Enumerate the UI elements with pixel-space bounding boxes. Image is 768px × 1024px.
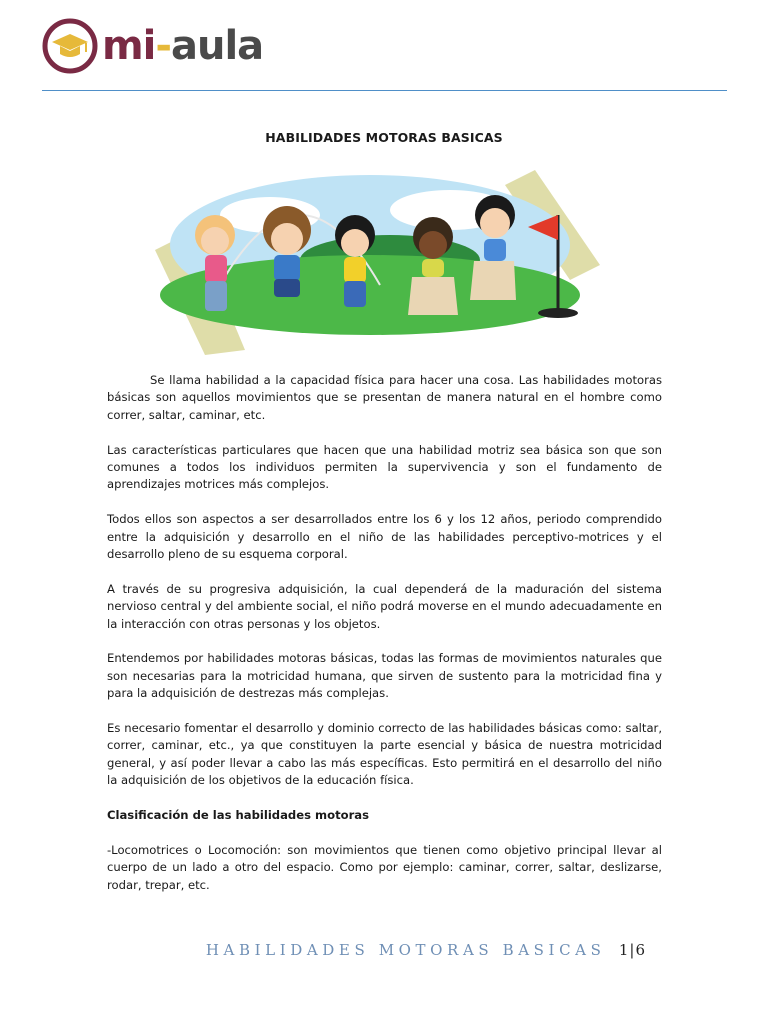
paragraph: Se llama habilidad a la capacidad física para hacer una cosa. Las habilidades motoras básicas son aquellos movimientos que se presentan de manera natural en el hombre como correr, saltar, caminar, etc. xyxy=(107,373,662,422)
footer-running-title: HABILIDADES MOTORAS BASICAS xyxy=(205,941,606,959)
page-number: 1|6 xyxy=(618,941,646,959)
header-divider xyxy=(42,90,727,91)
section-heading: Clasificación de las habilidades motoras xyxy=(107,808,370,823)
document-body xyxy=(107,372,662,911)
children-playing-illustration xyxy=(150,165,600,355)
logo-aula-text: aula xyxy=(171,23,264,69)
logo-dash-text: - xyxy=(155,23,171,69)
graduation-cap-icon xyxy=(42,18,98,74)
logo-wordmark xyxy=(102,23,264,69)
mi-aula-logo xyxy=(42,14,263,78)
document-title: HABILIDADES MOTORAS BASICAS xyxy=(265,130,503,145)
paragraph: Entendemos por habilidades motoras básicas, todas las formas de movimientos naturales que son necesarias para la motricidad humana, que sirven de sustento para la motricidad fina y para la adquisición de destrezas más complejas. xyxy=(107,651,662,701)
paragraph: -Locomotrices o Locomoción: son movimientos que tienen como objetivo principal llevar al cuerpo de un lado a otro del espacio. Como por ejemplo: caminar, correr, saltar, deslizarse, rodar, trepar, etc. xyxy=(107,842,662,892)
paragraph: Las características particulares que hacen que una habilidad motriz sea básica son que son comunes a todos los individuos permiten la supervivencia y son el fundamento de aprendizajes motrices más complejos. xyxy=(107,442,662,492)
page-footer xyxy=(206,941,646,959)
paragraph: Es necesario fomentar el desarrollo y dominio correcto de las habilidades básicas como: saltar, correr, caminar, etc., ya que constituyen la parte esencial y básica de nuestra motricidad general, y así poder llevar a cabo las más específicas. Esto permitirá en el desarrollo del niño la adquisición de los objetivos de la educación física. xyxy=(107,721,662,788)
page-header xyxy=(42,14,732,94)
paragraph: Todos ellos son aspectos a ser desarrollados entre los 6 y los 12 años, periodo comprendido entre la adquisición y desarrollo en el niño de las habilidades perceptivo-motrices y el desarrollo pleno de su esquema corporal. xyxy=(107,512,662,562)
logo-mi-text: mi xyxy=(102,23,156,69)
paragraph: A través de su progresiva adquisición, la cual dependerá de la maduración del sistema nervioso central y del ambiente social, el niño podrá moverse en el mundo adecuadamente en la interacción con otras personas y los objetos. xyxy=(107,581,662,631)
